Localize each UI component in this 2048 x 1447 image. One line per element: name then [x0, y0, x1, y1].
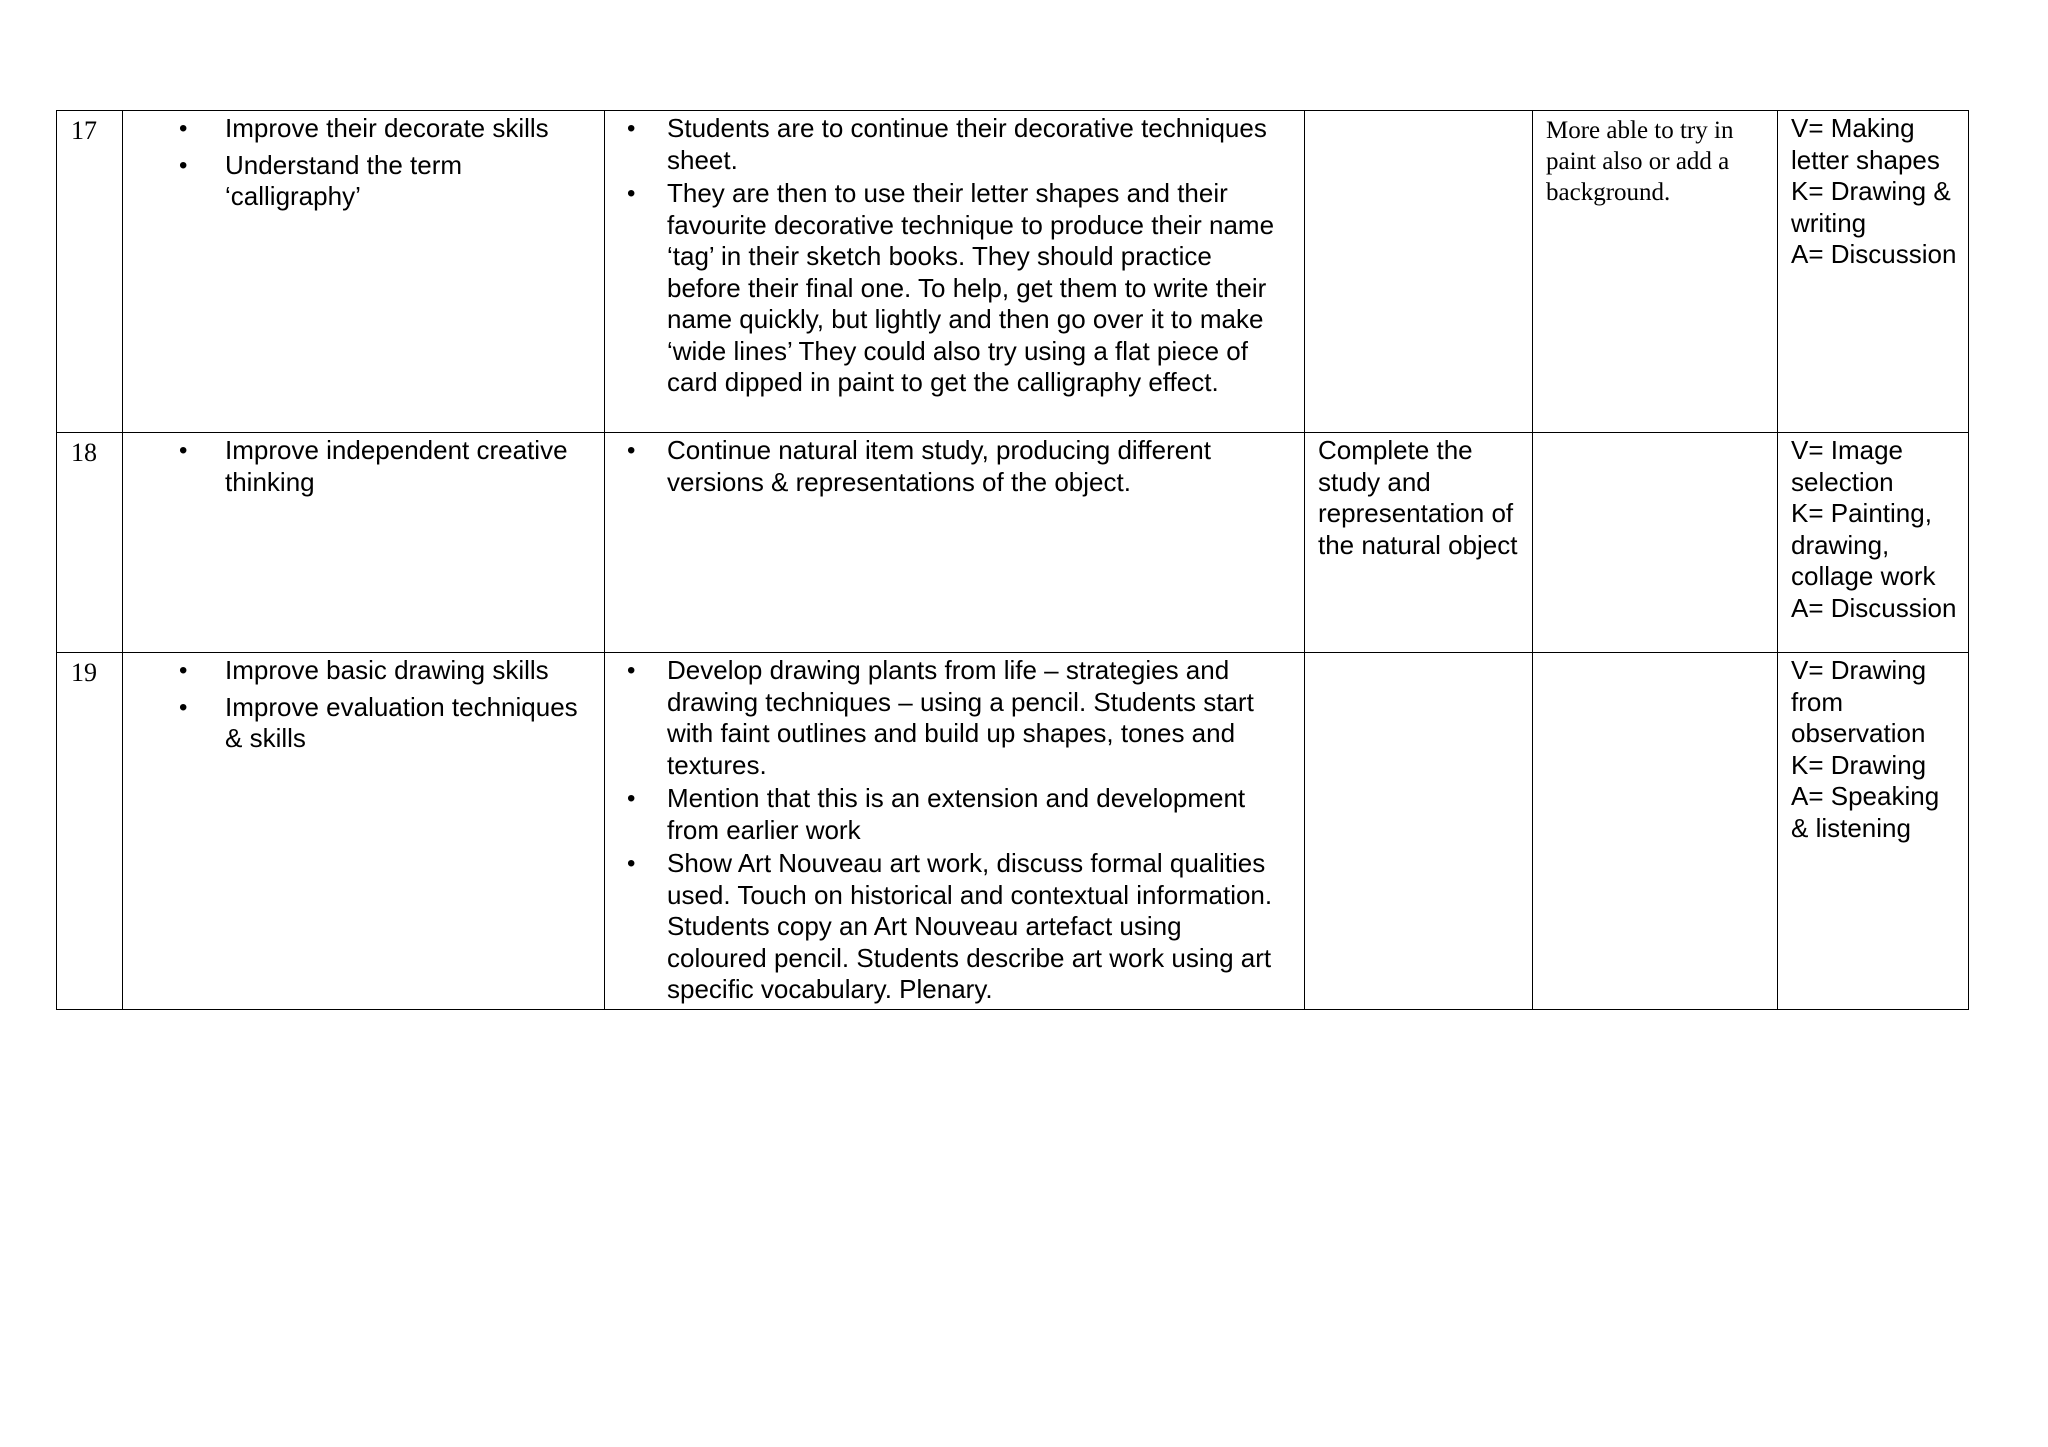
bullet-icon: • [179, 151, 188, 179]
differentiation-cell [1533, 653, 1778, 1010]
objectives-cell [123, 433, 605, 653]
bullet-icon: • [627, 785, 636, 812]
homework-cell [1305, 111, 1533, 433]
vka-cell [1778, 653, 1969, 1010]
vka-visual: V= Making letter shapes [1791, 113, 1940, 175]
differentiation-cell: More able to try in paint also or add a background. [1533, 111, 1778, 433]
table-row [57, 653, 1969, 1010]
vka-kinaesthetic: K= Drawing [1791, 749, 1927, 780]
week-number: 18 [57, 433, 123, 653]
vka-visual: V= Image selection [1791, 435, 1904, 497]
vka-cell [1778, 111, 1969, 433]
list-item: • Develop drawing plants from life – strategies and drawing techniques – using a pencil. Students start with faint outlines and build up shapes, tones and textures. [627, 655, 1254, 780]
bullet-icon: • [627, 180, 636, 207]
list-item: • Improve basic drawing skills [179, 655, 549, 685]
activities-cell [605, 653, 1305, 1010]
bullet-icon: • [179, 693, 188, 721]
activities-cell [605, 111, 1305, 433]
week-number: 19 [57, 653, 123, 1010]
bullet-icon: • [179, 657, 188, 684]
vka-cell [1778, 433, 1969, 653]
list-item: • Continue natural item study, producing different versions & representations of the object. [627, 435, 1211, 497]
bullet-icon: • [627, 115, 636, 142]
vka-kinaesthetic: K= Drawing & writing [1791, 176, 1951, 238]
bullet-icon: • [179, 437, 188, 464]
table-row [57, 111, 1969, 433]
table-row [57, 433, 1969, 653]
vka-visual: V= Drawing from observation [1791, 655, 1927, 748]
list-item: • Students are to continue their decorative techniques sheet. [627, 113, 1267, 175]
list-item: • Show Art Nouveau art work, discuss formal qualities used. Touch on historical and contextual information. Students copy an Art Nouveau artefact using coloured pencil. Students describe art work using art specific vocabulary. Plenary. [627, 848, 1273, 1004]
differentiation-cell [1533, 433, 1778, 653]
list-item: • They are then to use their letter shapes and their favourite decorative technique to produce their name ‘tag’ in their sketch books. They should practice before their final one. To help, get them to write their name quickly, but lightly and then go over it to make ‘wide lines’ They could also try using a flat piece of card dipped in paint to get the calligraphy effect. [627, 178, 1275, 397]
list-item: • Understand the term ‘calligraphy’ [179, 149, 463, 211]
list-item: • Improve their decorate skills [179, 113, 549, 143]
bullet-icon: • [627, 437, 636, 464]
activities-cell [605, 433, 1305, 653]
list-item: • Improve evaluation techniques & skills [179, 691, 578, 753]
objectives-cell [123, 653, 605, 1010]
vka-auditory: A= Discussion [1791, 592, 1957, 623]
list-item: • Mention that this is an extension and development from earlier work [627, 783, 1246, 845]
bullet-icon: • [179, 115, 188, 142]
bullet-icon: • [627, 850, 636, 877]
homework-cell: Complete the study and representation of the natural object [1305, 433, 1533, 653]
vka-kinaesthetic: K= Painting, drawing, collage work [1791, 498, 1936, 591]
week-number: 17 [57, 111, 123, 433]
lesson-plan-table [56, 110, 1969, 1010]
vka-auditory: A= Discussion [1791, 239, 1957, 269]
objectives-cell [123, 111, 605, 433]
vka-auditory: A= Speaking & listening [1791, 781, 1940, 843]
bullet-icon: • [627, 657, 636, 684]
list-item: • Improve independent creative thinking [179, 435, 568, 497]
homework-cell [1305, 653, 1533, 1010]
